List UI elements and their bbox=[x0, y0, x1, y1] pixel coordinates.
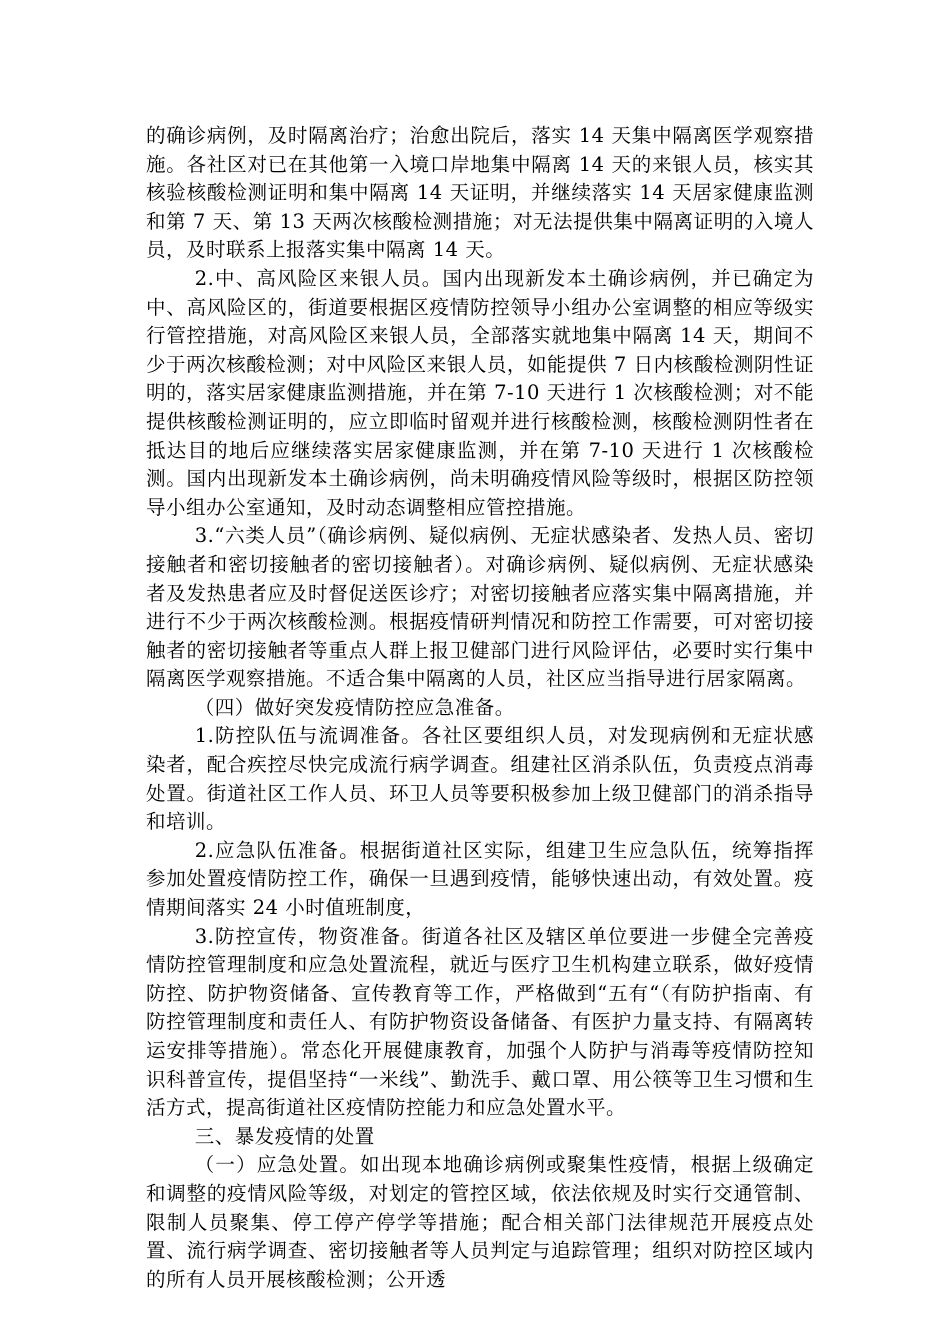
paragraph-team-prep: 1.防控队伍与流调准备。各社区要组织人员，对发现病例和无症状感染者，配合疾控尽快完成流行病学调查。组建社区消杀队伍，负责疫点消毒处置。街道社区工作人员、环卫人员等要积极参加上级卫健部门的消杀指导和培训。 bbox=[146, 724, 814, 834]
paragraph-entry-quarantine: 的确诊病例，及时隔离治疗；治愈出院后，落实 14 天集中隔离医学观察措施。各社区对已在其他第一入境口岸地集中隔离 14 天的来银人员，核实其核验核酸检测证明和集中隔离 14 天证明，并继续落实 14 天居家健康监测和第 7 天、第 13 天两次核酸检测措施；对无法提供集中隔离证明的入境人员，及时联系上报落实集中隔离 14 天。 bbox=[146, 124, 814, 262]
paragraph-emergency-response: （一）应急处置。如出现本地确诊病例或聚集性疫情，根据上级确定和调整的疫情风险等级，对划定的管控区域，依法依规及时实行交通管制、限制人员聚集、停工停产停学等措施；配合相关部门法律规范开展疫点处置、流行病学调查、密切接触者等人员判定与追踪管理；组织对防控区域内的所有人员开展核酸检测；公开透 bbox=[146, 1153, 814, 1291]
section-heading-emergency-prep: （四）做好突发疫情防控应急准备。 bbox=[194, 695, 515, 719]
paragraph-emergency-team: 2.应急队伍准备。根据街道社区实际，组建卫生应急队伍，统筹指挥参加处置疫情防控工作，确保一旦遇到疫情，能够快速出动，有效处置。疫情期间落实 24 小时值班制度， bbox=[146, 838, 814, 920]
document-body bbox=[146, 122, 814, 1294]
paragraph-publicity-supplies: 3.防控宣传，物资准备。街道各社区及辖区单位要进一步健全完善疫情防控管理制度和应急处置流程，就近与医疗卫生机构建立联系，做好疫情防控、防护物资储备、宣传教育等工作，严格做到“五有“（有防护指南、有防控管理制度和责任人、有防护物资设备储备、有医护力量支持、有隔离转运安排等措施）。常态化开展健康教育，加强个人防护与消毒等疫情防控知识科普宣传，提倡坚持“一米线”、勤洗手、戴口罩、用公筷等卫生习惯和生活方式，提高街道社区疫情防控能力和应急处置水平。 bbox=[146, 924, 814, 1120]
section-heading-outbreak: 三、暴发疫情的处置 bbox=[194, 1124, 375, 1148]
paragraph-mid-high-risk: 2.中、高风险区来银人员。国内出现新发本土确诊病例，并已确定为中、高风险区的，街道要根据区疫情防控领导小组办公室调整的相应等级实行管控措施，对高风险区来银人员，全部落实就地集中隔离 14 天，期间不少于两次核酸检测；对中风险区来银人员，如能提供 7 日内核酸检测阴性证明的，落实居家健康监测措施，并在第 7-10 天进行 1 次核酸检测；对不能提供核酸检测证明的，应立即临时留观并进行核酸检测，核酸检测阴性者在抵达目的地后应继续落实居家健康监测，并在第 7-10 天进行 1 次核酸检测。国内出现新发本土确诊病例，尚未明确疫情风险等级时，根据区防控领导小组办公室通知，及时动态调整相应管控措施。 bbox=[146, 266, 814, 519]
paragraph-six-categories: 3.“六类人员”（确诊病例、疑似病例、无症状感染者、发热人员、密切接触者和密切接触者的密切接触者）。对确诊病例、疑似病例、无症状感染者及发热患者应及时督促送医诊疗；对密切接触者应落实集中隔离措施，并进行不少于两次核酸检测。根据疫情研判情况和防控工作需要，可对密切接触者的密切接触者等重点人群上报卫健部门进行风险评估，必要时实行集中隔离医学观察措施。不适合集中隔离的人员，社区应当指导进行居家隔离。 bbox=[146, 524, 814, 691]
